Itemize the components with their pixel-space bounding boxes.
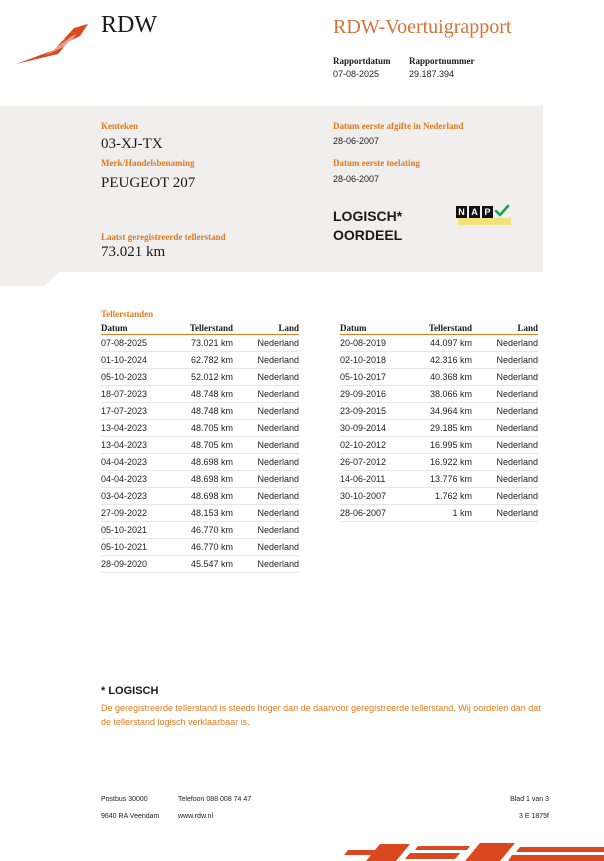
row-country: Nederland xyxy=(472,454,538,471)
row-country: Nederland xyxy=(233,454,299,471)
row-date: 07-08-2025 xyxy=(101,335,169,352)
footer-code: 3 E 1875f xyxy=(519,813,549,820)
table-row xyxy=(101,403,299,420)
row-date: 05-10-2021 xyxy=(101,522,169,539)
table-row xyxy=(101,556,299,573)
table-row xyxy=(101,471,299,488)
row-date: 05-10-2023 xyxy=(101,369,169,386)
row-date: 26-07-2012 xyxy=(340,454,408,471)
row-date: 04-04-2023 xyxy=(101,471,169,488)
row-reading: 48.698 km xyxy=(169,454,233,471)
row-country: Nederland xyxy=(233,488,299,505)
footer-address: 9640 RA Veendam xyxy=(101,813,160,820)
row-date: 29-09-2016 xyxy=(340,386,408,403)
row-reading: 29.185 km xyxy=(408,420,472,437)
table-row xyxy=(340,471,538,488)
row-country: Nederland xyxy=(233,420,299,437)
table-row xyxy=(340,437,538,454)
report-date: 07-08-2025 xyxy=(333,69,380,79)
row-reading: 34.964 km xyxy=(408,403,472,420)
nap-letter-a: A xyxy=(469,206,480,218)
row-reading: 42.316 km xyxy=(408,352,472,369)
report-title: RDW-Voertuigrapport xyxy=(333,16,512,38)
footnote-title: * LOGISCH xyxy=(101,685,159,697)
table-row xyxy=(340,505,538,522)
footnote-text: De geregistreerde tellerstand is steeds hoger dan de daarvoor geregistreerde tellerstand. Wij oordelen dan dat de tellerstand logisch verklaarbaar is. xyxy=(101,703,541,727)
table-row xyxy=(101,522,299,539)
row-date: 18-07-2023 xyxy=(101,386,169,403)
row-date: 01-10-2024 xyxy=(101,352,169,369)
make-label: Merk/Handelsbenaming xyxy=(101,158,195,168)
table-row xyxy=(101,420,299,437)
table-row xyxy=(101,352,299,369)
row-reading: 46.770 km xyxy=(169,539,233,556)
table-row xyxy=(340,352,538,369)
row-country: Nederland xyxy=(472,420,538,437)
row-country: Nederland xyxy=(472,335,538,352)
odometer-table-right xyxy=(340,322,538,522)
row-date: 02-10-2018 xyxy=(340,352,408,369)
row-reading: 1.762 km xyxy=(408,488,472,505)
checkmark-icon xyxy=(494,204,510,218)
table-row xyxy=(101,335,299,352)
table-row xyxy=(101,505,299,522)
rdw-logo-icon xyxy=(14,20,94,70)
report-number: 29.187.394 xyxy=(409,69,455,79)
row-reading: 46.770 km xyxy=(169,522,233,539)
row-reading: 1 km xyxy=(408,505,472,522)
row-reading: 48.748 km xyxy=(169,403,233,420)
row-reading: 45.547 km xyxy=(169,556,233,573)
license-plate: 03-XJ-TX xyxy=(101,136,163,152)
row-country: Nederland xyxy=(472,386,538,403)
nap-underline xyxy=(458,218,511,225)
row-date: 28-06-2007 xyxy=(340,505,408,522)
table-row xyxy=(101,488,299,505)
row-date: 05-10-2021 xyxy=(101,539,169,556)
table-row xyxy=(101,386,299,403)
vehicle-make: PEUGEOT 207 xyxy=(101,175,196,191)
report-date-label: Rapportdatum xyxy=(333,56,391,66)
odometer-section-title: Tellerstanden xyxy=(101,309,154,319)
row-country: Nederland xyxy=(233,335,299,352)
row-reading: 38.066 km xyxy=(408,386,472,403)
row-country: Nederland xyxy=(233,471,299,488)
table-row xyxy=(340,454,538,471)
row-date: 13-04-2023 xyxy=(101,437,169,454)
row-country: Nederland xyxy=(472,471,538,488)
row-reading: 48.705 km xyxy=(169,437,233,454)
row-country: Nederland xyxy=(233,352,299,369)
first-admission-nl-label: Datum eerste afgifte in Nederland xyxy=(333,121,464,131)
first-admission-label: Datum eerste toelating xyxy=(333,158,420,168)
nap-letter-p: P xyxy=(482,206,493,218)
row-reading: 48.705 km xyxy=(169,420,233,437)
row-country: Nederland xyxy=(233,556,299,573)
nap-badge xyxy=(456,204,512,226)
odometer-table-left xyxy=(101,322,299,573)
row-reading: 16.995 km xyxy=(408,437,472,454)
table-row xyxy=(101,454,299,471)
row-date: 23-09-2015 xyxy=(340,403,408,420)
row-country: Nederland xyxy=(233,437,299,454)
row-reading: 44.097 km xyxy=(408,335,472,352)
plate-label: Kenteken xyxy=(101,121,138,131)
row-date: 27-09-2022 xyxy=(101,505,169,522)
table-row xyxy=(101,437,299,454)
row-country: Nederland xyxy=(472,352,538,369)
footer-website[interactable]: www.rdw.nl xyxy=(178,813,214,820)
table-row xyxy=(101,369,299,386)
row-reading: 73.021 km xyxy=(169,335,233,352)
table-row xyxy=(340,488,538,505)
row-date: 30-09-2014 xyxy=(340,420,408,437)
row-date: 05-10-2017 xyxy=(340,369,408,386)
row-country: Nederland xyxy=(233,522,299,539)
row-country: Nederland xyxy=(472,505,538,522)
row-date: 04-04-2023 xyxy=(101,454,169,471)
verdict-line-1: LOGISCH* xyxy=(333,208,403,224)
verdict-line-2: OORDEEL xyxy=(333,227,403,243)
row-reading: 16.922 km xyxy=(408,454,472,471)
row-date: 30-10-2007 xyxy=(340,488,408,505)
row-country: Nederland xyxy=(233,386,299,403)
report-number-label: Rapportnummer xyxy=(409,56,475,66)
row-reading: 52.012 km xyxy=(169,369,233,386)
table-header-row xyxy=(340,322,538,335)
col-country-header: Land xyxy=(472,322,538,335)
row-reading: 48.698 km xyxy=(169,488,233,505)
col-date-header: Datum xyxy=(101,322,169,335)
row-reading: 62.782 km xyxy=(169,352,233,369)
row-date: 17-07-2023 xyxy=(101,403,169,420)
row-country: Nederland xyxy=(233,539,299,556)
nap-letter-n: N xyxy=(456,206,467,218)
row-country: Nederland xyxy=(472,369,538,386)
col-date-header: Datum xyxy=(340,322,408,335)
row-date: 13-04-2023 xyxy=(101,420,169,437)
row-reading: 48.698 km xyxy=(169,471,233,488)
footer-phone: Telefoon 088 008 74 47 xyxy=(178,796,252,803)
table-header-row xyxy=(101,322,299,335)
row-country: Nederland xyxy=(472,437,538,454)
row-reading: 48.748 km xyxy=(169,386,233,403)
row-country: Nederland xyxy=(472,403,538,420)
row-reading: 48.153 km xyxy=(169,505,233,522)
col-country-header: Land xyxy=(233,322,299,335)
footer-postbus: Postbus 30000 xyxy=(101,796,148,803)
row-reading: 13.776 km xyxy=(408,471,472,488)
footer-stripes-decoration xyxy=(340,838,604,861)
footer-page-number: Blad 1 van 3 xyxy=(510,796,549,803)
row-reading: 40.368 km xyxy=(408,369,472,386)
first-admission-date: 28-06-2007 xyxy=(333,174,380,184)
row-date: 03-04-2023 xyxy=(101,488,169,505)
table-row xyxy=(340,403,538,420)
table-row xyxy=(340,420,538,437)
row-date: 14-06-2011 xyxy=(340,471,408,488)
odometer-left-body xyxy=(101,335,299,573)
band-tail xyxy=(0,272,543,286)
col-reading-header: Tellerstand xyxy=(408,322,472,335)
row-date: 02-10-2012 xyxy=(340,437,408,454)
last-odometer-label: Laatst geregistreerde tellerstand xyxy=(101,232,226,242)
row-date: 20-08-2019 xyxy=(340,335,408,352)
table-row xyxy=(340,386,538,403)
row-country: Nederland xyxy=(233,505,299,522)
row-date: 28-09-2020 xyxy=(101,556,169,573)
first-admission-nl-date: 28-06-2007 xyxy=(333,136,380,146)
row-country: Nederland xyxy=(472,488,538,505)
table-row xyxy=(340,335,538,352)
row-country: Nederland xyxy=(233,369,299,386)
odometer-right-body xyxy=(340,335,538,522)
row-country: Nederland xyxy=(233,403,299,420)
table-row xyxy=(340,369,538,386)
last-odometer-value: 73.021 km xyxy=(101,244,166,260)
col-reading-header: Tellerstand xyxy=(169,322,233,335)
table-row xyxy=(101,539,299,556)
brand-name: RDW xyxy=(101,12,157,38)
